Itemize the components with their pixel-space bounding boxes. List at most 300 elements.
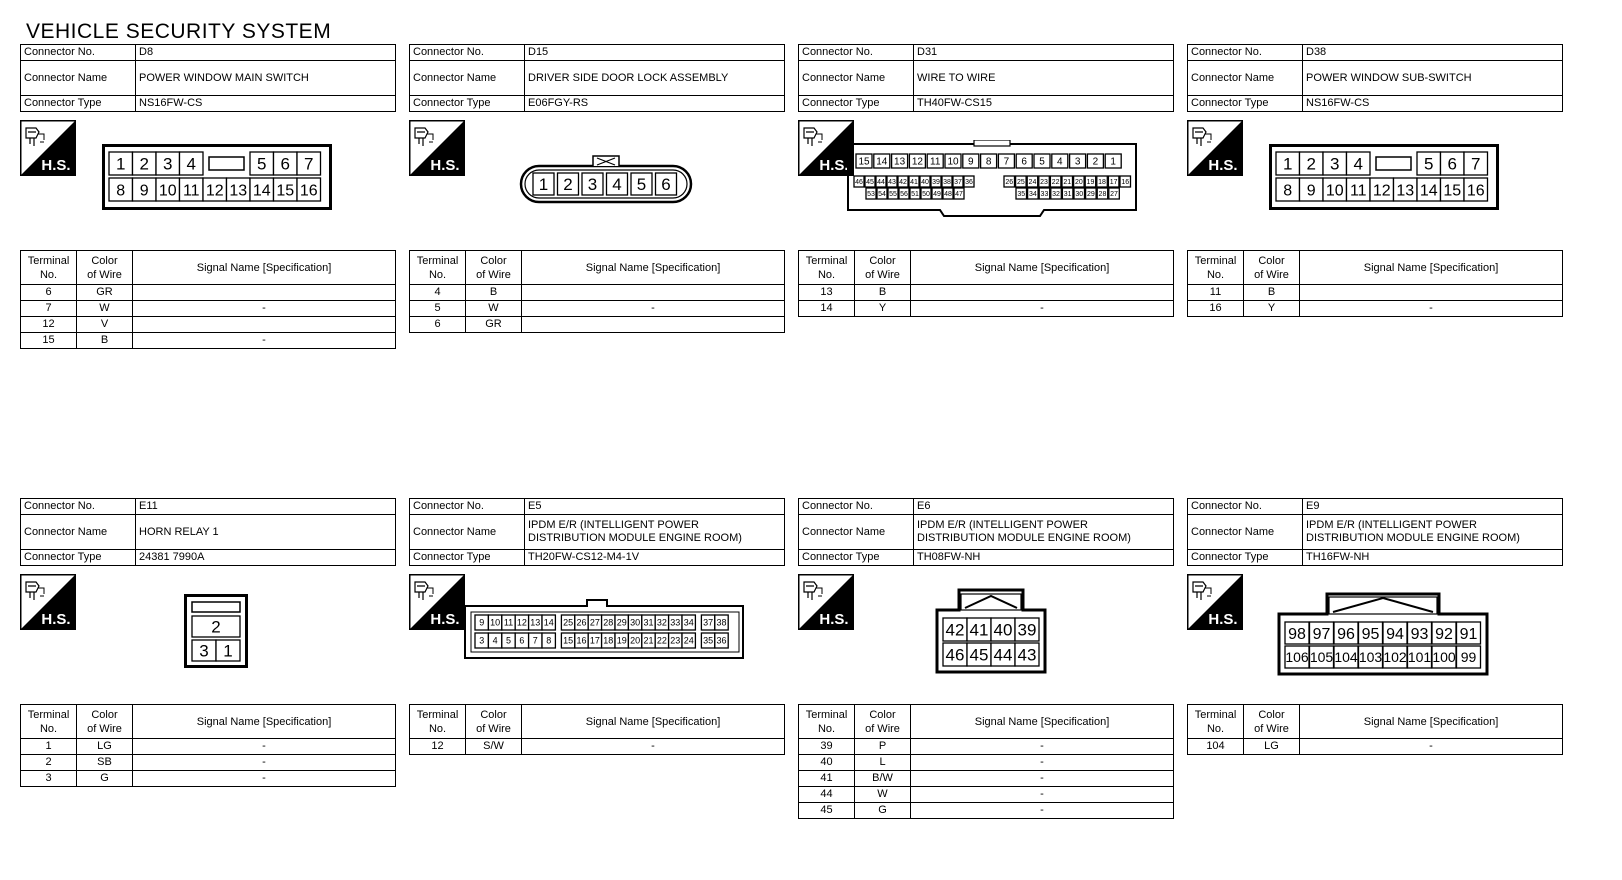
pin-label: 11 bbox=[503, 617, 514, 628]
pin-label: 1 bbox=[1283, 154, 1293, 174]
pin-label: 17 bbox=[1109, 179, 1118, 187]
terminal-row bbox=[1188, 301, 1563, 317]
pin-label: 11 bbox=[930, 156, 941, 168]
pin-label: 47 bbox=[955, 191, 963, 199]
pin-label: 44 bbox=[877, 179, 885, 187]
pin-label: 36 bbox=[716, 635, 727, 646]
connector-diagram bbox=[1187, 112, 1563, 250]
harness-side-icon bbox=[409, 574, 465, 630]
signal-name: - bbox=[133, 301, 396, 317]
pin-label: 34 bbox=[683, 617, 694, 628]
connector-type-value: TH08FW-NH bbox=[914, 550, 1174, 566]
pin-label: 13 bbox=[229, 182, 248, 200]
pin-label: 5 bbox=[505, 635, 512, 646]
terminal-no: 41 bbox=[799, 771, 855, 787]
pin-label: 2 bbox=[1306, 154, 1316, 174]
signal-header: Signal Name [Specification] bbox=[911, 251, 1174, 285]
terminal-no: 15 bbox=[21, 333, 77, 349]
pin-label: 3 bbox=[163, 154, 173, 174]
terminal-header: Terminal No. bbox=[799, 705, 855, 739]
terminal-no: 11 bbox=[1188, 285, 1244, 301]
signal-header: Signal Name [Specification] bbox=[1300, 705, 1563, 739]
wire-color: W bbox=[466, 301, 522, 317]
connector-no-label: Connector No. bbox=[21, 499, 136, 515]
connector-face-d38 bbox=[1269, 144, 1499, 215]
pin-label: 39 bbox=[1017, 620, 1037, 640]
pin-label: 7 bbox=[1471, 154, 1481, 174]
signal-header: Signal Name [Specification] bbox=[522, 251, 785, 285]
pin-label: 45 bbox=[866, 179, 874, 187]
connector-type-value: 24381 7990A bbox=[136, 550, 396, 566]
pin-label: 54 bbox=[878, 191, 886, 199]
pin-label: 6 bbox=[519, 635, 525, 646]
hs-label: H.S. bbox=[41, 611, 71, 628]
connector-no-label: Connector No. bbox=[799, 45, 914, 61]
pin-label: 32 bbox=[656, 617, 667, 628]
pin-label: 42 bbox=[899, 179, 907, 187]
signal-name bbox=[1300, 285, 1563, 301]
pin-label: 1 bbox=[1110, 156, 1116, 168]
connector-no-label: Connector No. bbox=[21, 45, 136, 61]
signal-name: - bbox=[522, 739, 785, 755]
pin-label: 8 bbox=[985, 156, 992, 168]
connector-info-table bbox=[20, 44, 396, 112]
terminal-no: 1 bbox=[21, 739, 77, 755]
pin-label: 95 bbox=[1361, 625, 1380, 643]
terminal-header: Terminal No. bbox=[21, 251, 77, 285]
pin-label: 48 bbox=[944, 191, 952, 199]
pin-label: 1 bbox=[538, 175, 549, 195]
wire-color: L bbox=[855, 755, 911, 771]
pin-label: 15 bbox=[563, 635, 574, 646]
signal-header: Signal Name [Specification] bbox=[522, 705, 785, 739]
pin-label: 96 bbox=[1337, 625, 1355, 643]
connector-name-label: Connector Name bbox=[21, 61, 136, 96]
pin-label: 13 bbox=[1396, 182, 1415, 200]
terminal-row bbox=[799, 739, 1174, 755]
pin-label: 31 bbox=[643, 617, 654, 628]
connector-name-label: Connector Name bbox=[1188, 515, 1303, 550]
signal-name: - bbox=[1300, 739, 1563, 755]
pin-label: 55 bbox=[889, 191, 897, 199]
color-header: Color of Wire bbox=[466, 705, 522, 739]
pin-label: 101 bbox=[1407, 649, 1432, 666]
harness-side-icon bbox=[1187, 120, 1243, 176]
terminal-row bbox=[21, 755, 396, 771]
connector-name-label: Connector Name bbox=[21, 515, 136, 550]
color-header: Color of Wire bbox=[855, 251, 911, 285]
connector-info-table bbox=[1187, 44, 1563, 112]
pin-label: 32 bbox=[1052, 191, 1060, 199]
pin-label: 9 bbox=[1306, 182, 1316, 200]
pin-label: 2 bbox=[139, 154, 149, 174]
connector-name-label: Connector Name bbox=[1188, 61, 1303, 96]
connector-type-label: Connector Type bbox=[799, 550, 914, 566]
hs-label: H.S. bbox=[41, 157, 71, 174]
signal-header: Signal Name [Specification] bbox=[133, 705, 396, 739]
pin-label: 4 bbox=[1353, 154, 1363, 174]
pin-label: 9 bbox=[139, 182, 149, 200]
pin-label: 97 bbox=[1312, 625, 1331, 643]
connector-type-label: Connector Type bbox=[410, 96, 525, 112]
pin-label: 27 bbox=[1110, 191, 1118, 199]
connector-diagram bbox=[20, 112, 396, 250]
wire-color: B/W bbox=[855, 771, 911, 787]
signal-name: - bbox=[133, 755, 396, 771]
terminal-table bbox=[20, 704, 396, 787]
connector-name-value: IPDM E/R (INTELLIGENT POWER DISTRIBUTION MODULE ENGINE ROOM) bbox=[525, 515, 785, 550]
hs-label: H.S. bbox=[1208, 611, 1238, 628]
pin-label: 41 bbox=[910, 179, 918, 187]
pin-label: 2 bbox=[563, 175, 573, 195]
connector-diagram bbox=[409, 112, 785, 250]
terminal-table bbox=[1187, 250, 1563, 317]
pin-label: 22 bbox=[656, 635, 667, 646]
terminal-table bbox=[798, 704, 1174, 819]
pin-label: 38 bbox=[943, 179, 951, 187]
pin-label: 93 bbox=[1410, 625, 1429, 643]
pin-label: 99 bbox=[1460, 649, 1477, 666]
pin-label: 25 bbox=[1016, 179, 1025, 187]
pin-label: 21 bbox=[643, 635, 654, 646]
terminal-no: 13 bbox=[799, 285, 855, 301]
color-header: Color of Wire bbox=[77, 251, 133, 285]
connector-name-value: POWER WINDOW SUB-SWITCH bbox=[1303, 61, 1563, 96]
pin-label: 16 bbox=[1466, 182, 1485, 200]
wire-color: Y bbox=[855, 301, 911, 317]
page-title: VEHICLE SECURITY SYSTEM bbox=[26, 20, 332, 43]
connector-card-e11 bbox=[20, 498, 396, 787]
connector-type-value: E06FGY-RS bbox=[525, 96, 785, 112]
pin-label: 40 bbox=[993, 620, 1013, 640]
terminal-row bbox=[21, 771, 396, 787]
connector-face-d8 bbox=[102, 144, 332, 215]
hs-label: H.S. bbox=[819, 157, 849, 174]
terminal-row bbox=[799, 771, 1174, 787]
pin-label: 20 bbox=[630, 635, 641, 646]
pin-label: 42 bbox=[945, 620, 965, 640]
pin-label: 33 bbox=[670, 617, 681, 628]
pin-label: 26 bbox=[576, 617, 587, 628]
pin-label: 14 bbox=[252, 182, 271, 200]
pin-label: 6 bbox=[1021, 156, 1027, 168]
pin-label: 18 bbox=[1098, 179, 1106, 187]
terminal-header: Terminal No. bbox=[799, 251, 855, 285]
connector-name-value: HORN RELAY 1 bbox=[136, 515, 396, 550]
pin-label: 23 bbox=[670, 635, 681, 646]
connector-name-value: IPDM E/R (INTELLIGENT POWER DISTRIBUTION MODULE ENGINE ROOM) bbox=[914, 515, 1174, 550]
connector-no-value: E11 bbox=[136, 499, 396, 515]
pin-label: 8 bbox=[546, 635, 552, 646]
connector-info-table bbox=[798, 498, 1174, 566]
terminal-no: 40 bbox=[799, 755, 855, 771]
terminal-no: 16 bbox=[1188, 301, 1244, 317]
color-header: Color of Wire bbox=[855, 705, 911, 739]
wire-color: B bbox=[1244, 285, 1300, 301]
connector-face-e9 bbox=[1277, 590, 1489, 681]
connector-name-label: Connector Name bbox=[799, 515, 914, 550]
pin-label: 14 bbox=[876, 156, 888, 168]
pin-label: 2 bbox=[1092, 156, 1099, 168]
pin-label: 10 bbox=[490, 617, 501, 628]
wire-color: B bbox=[77, 333, 133, 349]
pin-label: 105 bbox=[1309, 649, 1334, 666]
pin-label: 4 bbox=[186, 154, 196, 174]
signal-name: - bbox=[911, 803, 1174, 819]
terminal-row bbox=[410, 285, 785, 301]
pin-label: 51 bbox=[911, 191, 919, 199]
signal-header: Signal Name [Specification] bbox=[911, 705, 1174, 739]
pin-label: 28 bbox=[1098, 191, 1107, 199]
terminal-no: 7 bbox=[21, 301, 77, 317]
wire-color: GR bbox=[466, 317, 522, 333]
pin-label: 7 bbox=[532, 635, 538, 646]
harness-side-icon bbox=[20, 574, 76, 630]
connector-info-table bbox=[798, 44, 1174, 112]
connector-diagram bbox=[798, 566, 1174, 704]
terminal-row bbox=[1188, 739, 1563, 755]
wire-color: G bbox=[855, 803, 911, 819]
terminal-header: Terminal No. bbox=[410, 251, 466, 285]
terminal-table bbox=[798, 250, 1174, 317]
connector-name-label: Connector Name bbox=[410, 61, 525, 96]
pin-label: 10 bbox=[947, 156, 959, 168]
pin-label: 3 bbox=[1074, 156, 1081, 168]
terminal-no: 44 bbox=[799, 787, 855, 803]
pin-label: 4 bbox=[492, 635, 498, 646]
wire-color: LG bbox=[77, 739, 133, 755]
connector-no-value: E5 bbox=[525, 499, 785, 515]
pin-label: 30 bbox=[1075, 191, 1084, 199]
signal-header: Signal Name [Specification] bbox=[1300, 251, 1563, 285]
connector-type-value: TH16FW-NH bbox=[1303, 550, 1563, 566]
terminal-row bbox=[21, 333, 396, 349]
connector-type-label: Connector Type bbox=[799, 96, 914, 112]
pin-label: 94 bbox=[1386, 625, 1404, 643]
terminal-no: 3 bbox=[21, 771, 77, 787]
wire-color: W bbox=[855, 787, 911, 803]
signal-name: - bbox=[133, 771, 396, 787]
connector-no-label: Connector No. bbox=[799, 499, 914, 515]
pin-label: 37 bbox=[954, 179, 962, 187]
wire-color: GR bbox=[77, 285, 133, 301]
pin-label: 11 bbox=[1349, 182, 1367, 200]
terminal-row bbox=[799, 301, 1174, 317]
connector-card-d38 bbox=[1187, 44, 1563, 317]
signal-name bbox=[133, 285, 396, 301]
pin-label: 13 bbox=[530, 617, 541, 628]
pin-label: 3 bbox=[1330, 154, 1340, 174]
terminal-row bbox=[799, 803, 1174, 819]
pin-label: 9 bbox=[968, 156, 974, 168]
terminal-table bbox=[1187, 704, 1563, 755]
pin-label: 92 bbox=[1435, 625, 1453, 643]
pin-label: 5 bbox=[1039, 156, 1045, 168]
pin-label: 103 bbox=[1358, 649, 1383, 666]
pin-label: 49 bbox=[933, 191, 941, 199]
connector-type-label: Connector Type bbox=[21, 96, 136, 112]
terminal-row bbox=[799, 285, 1174, 301]
connector-no-value: E9 bbox=[1303, 499, 1563, 515]
connector-type-value: TH40FW-CS15 bbox=[914, 96, 1174, 112]
connector-name-value: POWER WINDOW MAIN SWITCH bbox=[136, 61, 396, 96]
terminal-no: 39 bbox=[799, 739, 855, 755]
pin-label: 6 bbox=[1447, 154, 1457, 174]
pin-label: 34 bbox=[1028, 191, 1037, 199]
wire-color: B bbox=[466, 285, 522, 301]
pin-label: 22 bbox=[1051, 179, 1060, 187]
pin-label: 13 bbox=[894, 156, 906, 168]
connector-face-d31 bbox=[844, 140, 1140, 225]
pin-label: 4 bbox=[1057, 156, 1063, 168]
terminal-row bbox=[21, 301, 396, 317]
pin-label: 24 bbox=[683, 635, 694, 646]
terminal-no: 2 bbox=[21, 755, 77, 771]
connector-no-value: D8 bbox=[136, 45, 396, 61]
terminal-row bbox=[410, 317, 785, 333]
pin-label: 16 bbox=[1121, 179, 1130, 187]
terminal-header: Terminal No. bbox=[1188, 705, 1244, 739]
wire-color: P bbox=[855, 739, 911, 755]
pin-label: 39 bbox=[932, 179, 940, 187]
wire-color: B bbox=[855, 285, 911, 301]
connector-type-label: Connector Type bbox=[21, 550, 136, 566]
wire-color: S/W bbox=[466, 739, 522, 755]
connector-info-table bbox=[409, 498, 785, 566]
connector-diagram bbox=[409, 566, 785, 704]
color-header: Color of Wire bbox=[77, 705, 133, 739]
connector-type-value: NS16FW-CS bbox=[136, 96, 396, 112]
connector-card-e9 bbox=[1187, 498, 1563, 755]
hs-label: H.S. bbox=[1208, 157, 1238, 174]
pin-label: 29 bbox=[616, 617, 627, 628]
pin-label: 43 bbox=[1017, 645, 1037, 665]
terminal-row bbox=[21, 739, 396, 755]
connector-card-d8 bbox=[20, 44, 396, 349]
connector-name-value: DRIVER SIDE DOOR LOCK ASSEMBLY bbox=[525, 61, 785, 96]
pin-label: 102 bbox=[1383, 649, 1407, 666]
pin-label: 25 bbox=[563, 617, 574, 628]
wire-color: LG bbox=[1244, 739, 1300, 755]
connector-card-d31 bbox=[798, 44, 1174, 317]
terminal-table bbox=[20, 250, 396, 349]
harness-side-icon bbox=[798, 574, 854, 630]
terminal-header: Terminal No. bbox=[410, 705, 466, 739]
terminal-row bbox=[799, 755, 1174, 771]
signal-name: - bbox=[133, 739, 396, 755]
signal-name: - bbox=[522, 301, 785, 317]
pin-label: 14 bbox=[543, 617, 554, 628]
pin-label: 46 bbox=[945, 645, 965, 665]
harness-side-icon bbox=[409, 120, 465, 176]
pin-label: 56 bbox=[900, 191, 908, 199]
pin-label: 5 bbox=[1424, 154, 1434, 174]
harness-side-icon bbox=[1187, 574, 1243, 630]
connector-face-e6 bbox=[935, 586, 1047, 681]
pin-label: 46 bbox=[855, 179, 863, 187]
connector-no-label: Connector No. bbox=[410, 499, 525, 515]
pin-label: 104 bbox=[1334, 649, 1358, 666]
connector-info-table bbox=[1187, 498, 1563, 566]
pin-label: 38 bbox=[716, 617, 727, 628]
wire-color: Y bbox=[1244, 301, 1300, 317]
pin-label: 21 bbox=[1063, 179, 1072, 187]
pin-label: 3 bbox=[587, 175, 598, 195]
color-header: Color of Wire bbox=[1244, 705, 1300, 739]
hs-label: H.S. bbox=[819, 611, 849, 628]
pin-label: 14 bbox=[1419, 182, 1438, 200]
pin-label: 40 bbox=[921, 179, 929, 187]
pin-label: 7 bbox=[1003, 156, 1010, 168]
connector-card-e5 bbox=[409, 498, 785, 755]
pin-label: 36 bbox=[965, 179, 973, 187]
pin-label: 2 bbox=[211, 617, 221, 637]
signal-name bbox=[911, 285, 1174, 301]
terminal-row bbox=[1188, 285, 1563, 301]
connector-type-label: Connector Type bbox=[1188, 96, 1303, 112]
wire-color: SB bbox=[77, 755, 133, 771]
pin-label: 10 bbox=[1325, 182, 1344, 200]
connector-info-table bbox=[20, 498, 396, 566]
connector-card-e6 bbox=[798, 498, 1174, 819]
signal-name: - bbox=[911, 301, 1174, 317]
terminal-row bbox=[410, 301, 785, 317]
terminal-no: 45 bbox=[799, 803, 855, 819]
connector-no-value: E6 bbox=[914, 499, 1174, 515]
signal-name bbox=[522, 317, 785, 333]
color-header: Color of Wire bbox=[466, 251, 522, 285]
pin-label: 6 bbox=[661, 175, 671, 195]
pin-label: 23 bbox=[1040, 179, 1048, 187]
terminal-no: 5 bbox=[410, 301, 466, 317]
pin-label: 8 bbox=[1283, 182, 1293, 200]
hs-label: H.S. bbox=[430, 157, 460, 174]
pin-label: 1 bbox=[116, 154, 126, 174]
terminal-no: 6 bbox=[21, 285, 77, 301]
pin-label: 28 bbox=[603, 617, 614, 628]
connector-face-e5 bbox=[461, 598, 747, 669]
pin-label: 29 bbox=[1086, 191, 1095, 199]
connector-name-value: IPDM E/R (INTELLIGENT POWER DISTRIBUTION MODULE ENGINE ROOM) bbox=[1303, 515, 1563, 550]
pin-label: 44 bbox=[993, 645, 1013, 665]
pin-label: 24 bbox=[1028, 179, 1037, 187]
pin-label: 41 bbox=[969, 620, 989, 640]
connector-face-d15 bbox=[519, 154, 693, 211]
terminal-row bbox=[21, 317, 396, 333]
pin-label: 12 bbox=[516, 617, 527, 628]
terminal-table bbox=[409, 250, 785, 333]
pin-label: 6 bbox=[280, 154, 290, 174]
connector-no-value: D31 bbox=[914, 45, 1174, 61]
pin-label: 7 bbox=[304, 154, 314, 174]
pin-label: 15 bbox=[858, 156, 870, 168]
terminal-header: Terminal No. bbox=[1188, 251, 1244, 285]
connector-type-label: Connector Type bbox=[410, 550, 525, 566]
pin-label: 50 bbox=[922, 191, 930, 199]
connector-no-value: D15 bbox=[525, 45, 785, 61]
terminal-no: 104 bbox=[1188, 739, 1244, 755]
connector-type-value: NS16FW-CS bbox=[1303, 96, 1563, 112]
pin-label: 8 bbox=[116, 182, 126, 200]
pin-label: 27 bbox=[589, 617, 600, 628]
terminal-no: 6 bbox=[410, 317, 466, 333]
hs-label: H.S. bbox=[430, 611, 460, 628]
pin-label: 3 bbox=[199, 641, 209, 661]
connector-type-value: TH20FW-CS12-M4-1V bbox=[525, 550, 785, 566]
connector-diagram bbox=[1187, 566, 1563, 704]
signal-name: - bbox=[911, 755, 1174, 771]
connector-diagram bbox=[20, 566, 396, 704]
